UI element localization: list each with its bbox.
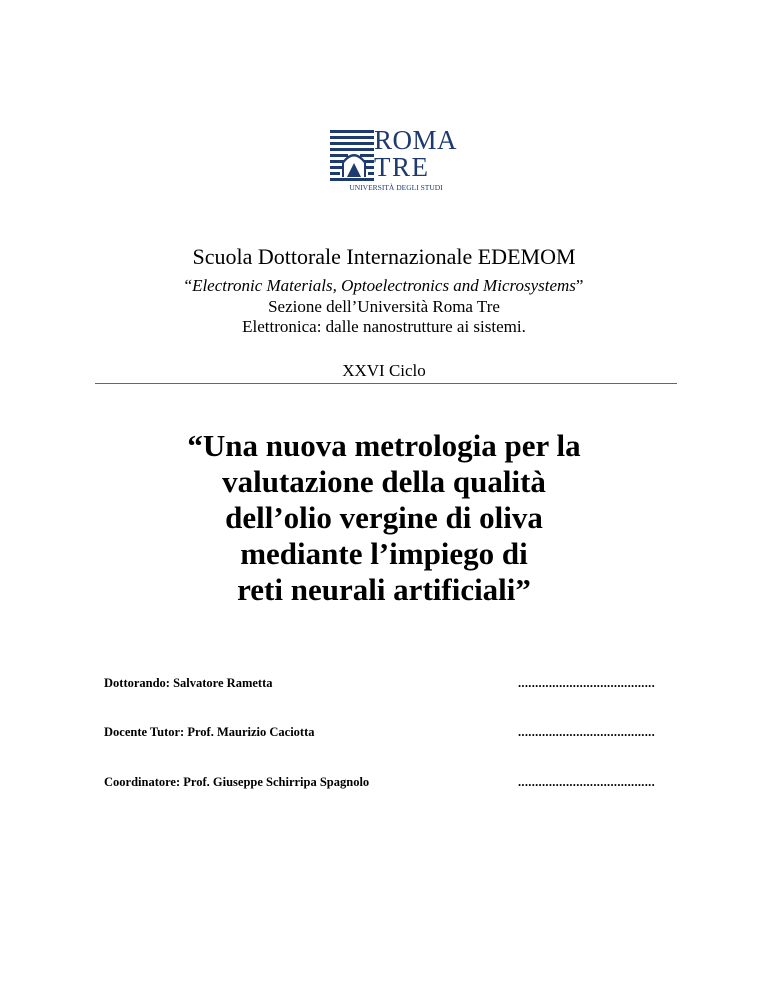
title-line: reti neurali artificiali” <box>237 572 531 607</box>
section-line: Sezione dell’Università Roma Tre <box>268 297 500 316</box>
field-line: Elettronica: dalle nanostrutture ai sistemi. <box>242 317 526 336</box>
signature-line: ........................................ <box>518 725 655 739</box>
signature-role: Docente Tutor: Prof. Maurizio Caciotta <box>104 725 315 739</box>
signature-role: Dottorando: Salvatore Rametta <box>104 676 273 690</box>
program-line <box>0 276 768 296</box>
logo-roma: ROMA <box>374 125 458 155</box>
thesis-title <box>84 428 684 608</box>
title-line: valutazione della qualità <box>222 464 546 499</box>
signature-role: Coordinatore: Prof. Giuseppe Schirripa Spagnolo <box>104 775 370 789</box>
logo-tagline: UNIVERSITÀ DEGLI STUDI <box>349 183 443 192</box>
divider <box>95 383 677 384</box>
cycle-label: XXVI Ciclo <box>342 361 426 380</box>
program-name: Electronic Materials, Optoelectronics and Microsystems <box>192 276 576 295</box>
quote-open: “ <box>184 276 193 295</box>
quote-close: ” <box>575 276 584 295</box>
title-line: mediante l’impiego di <box>240 536 528 571</box>
title-line: “Una nuova metrologia per la <box>187 428 581 463</box>
signature-row-tutor <box>104 725 678 745</box>
signature-line: ........................................ <box>518 676 655 690</box>
logo-tre: TRE <box>374 152 430 182</box>
university-logo <box>330 125 462 194</box>
signature-row-coordinatore <box>104 775 678 795</box>
school-name: Scuola Dottorale Internazionale EDEMOM <box>192 244 576 269</box>
signature-row-dottorando <box>104 676 678 696</box>
signature-line: ........................................ <box>518 775 655 789</box>
title-line: dell’olio vergine di oliva <box>225 500 543 535</box>
